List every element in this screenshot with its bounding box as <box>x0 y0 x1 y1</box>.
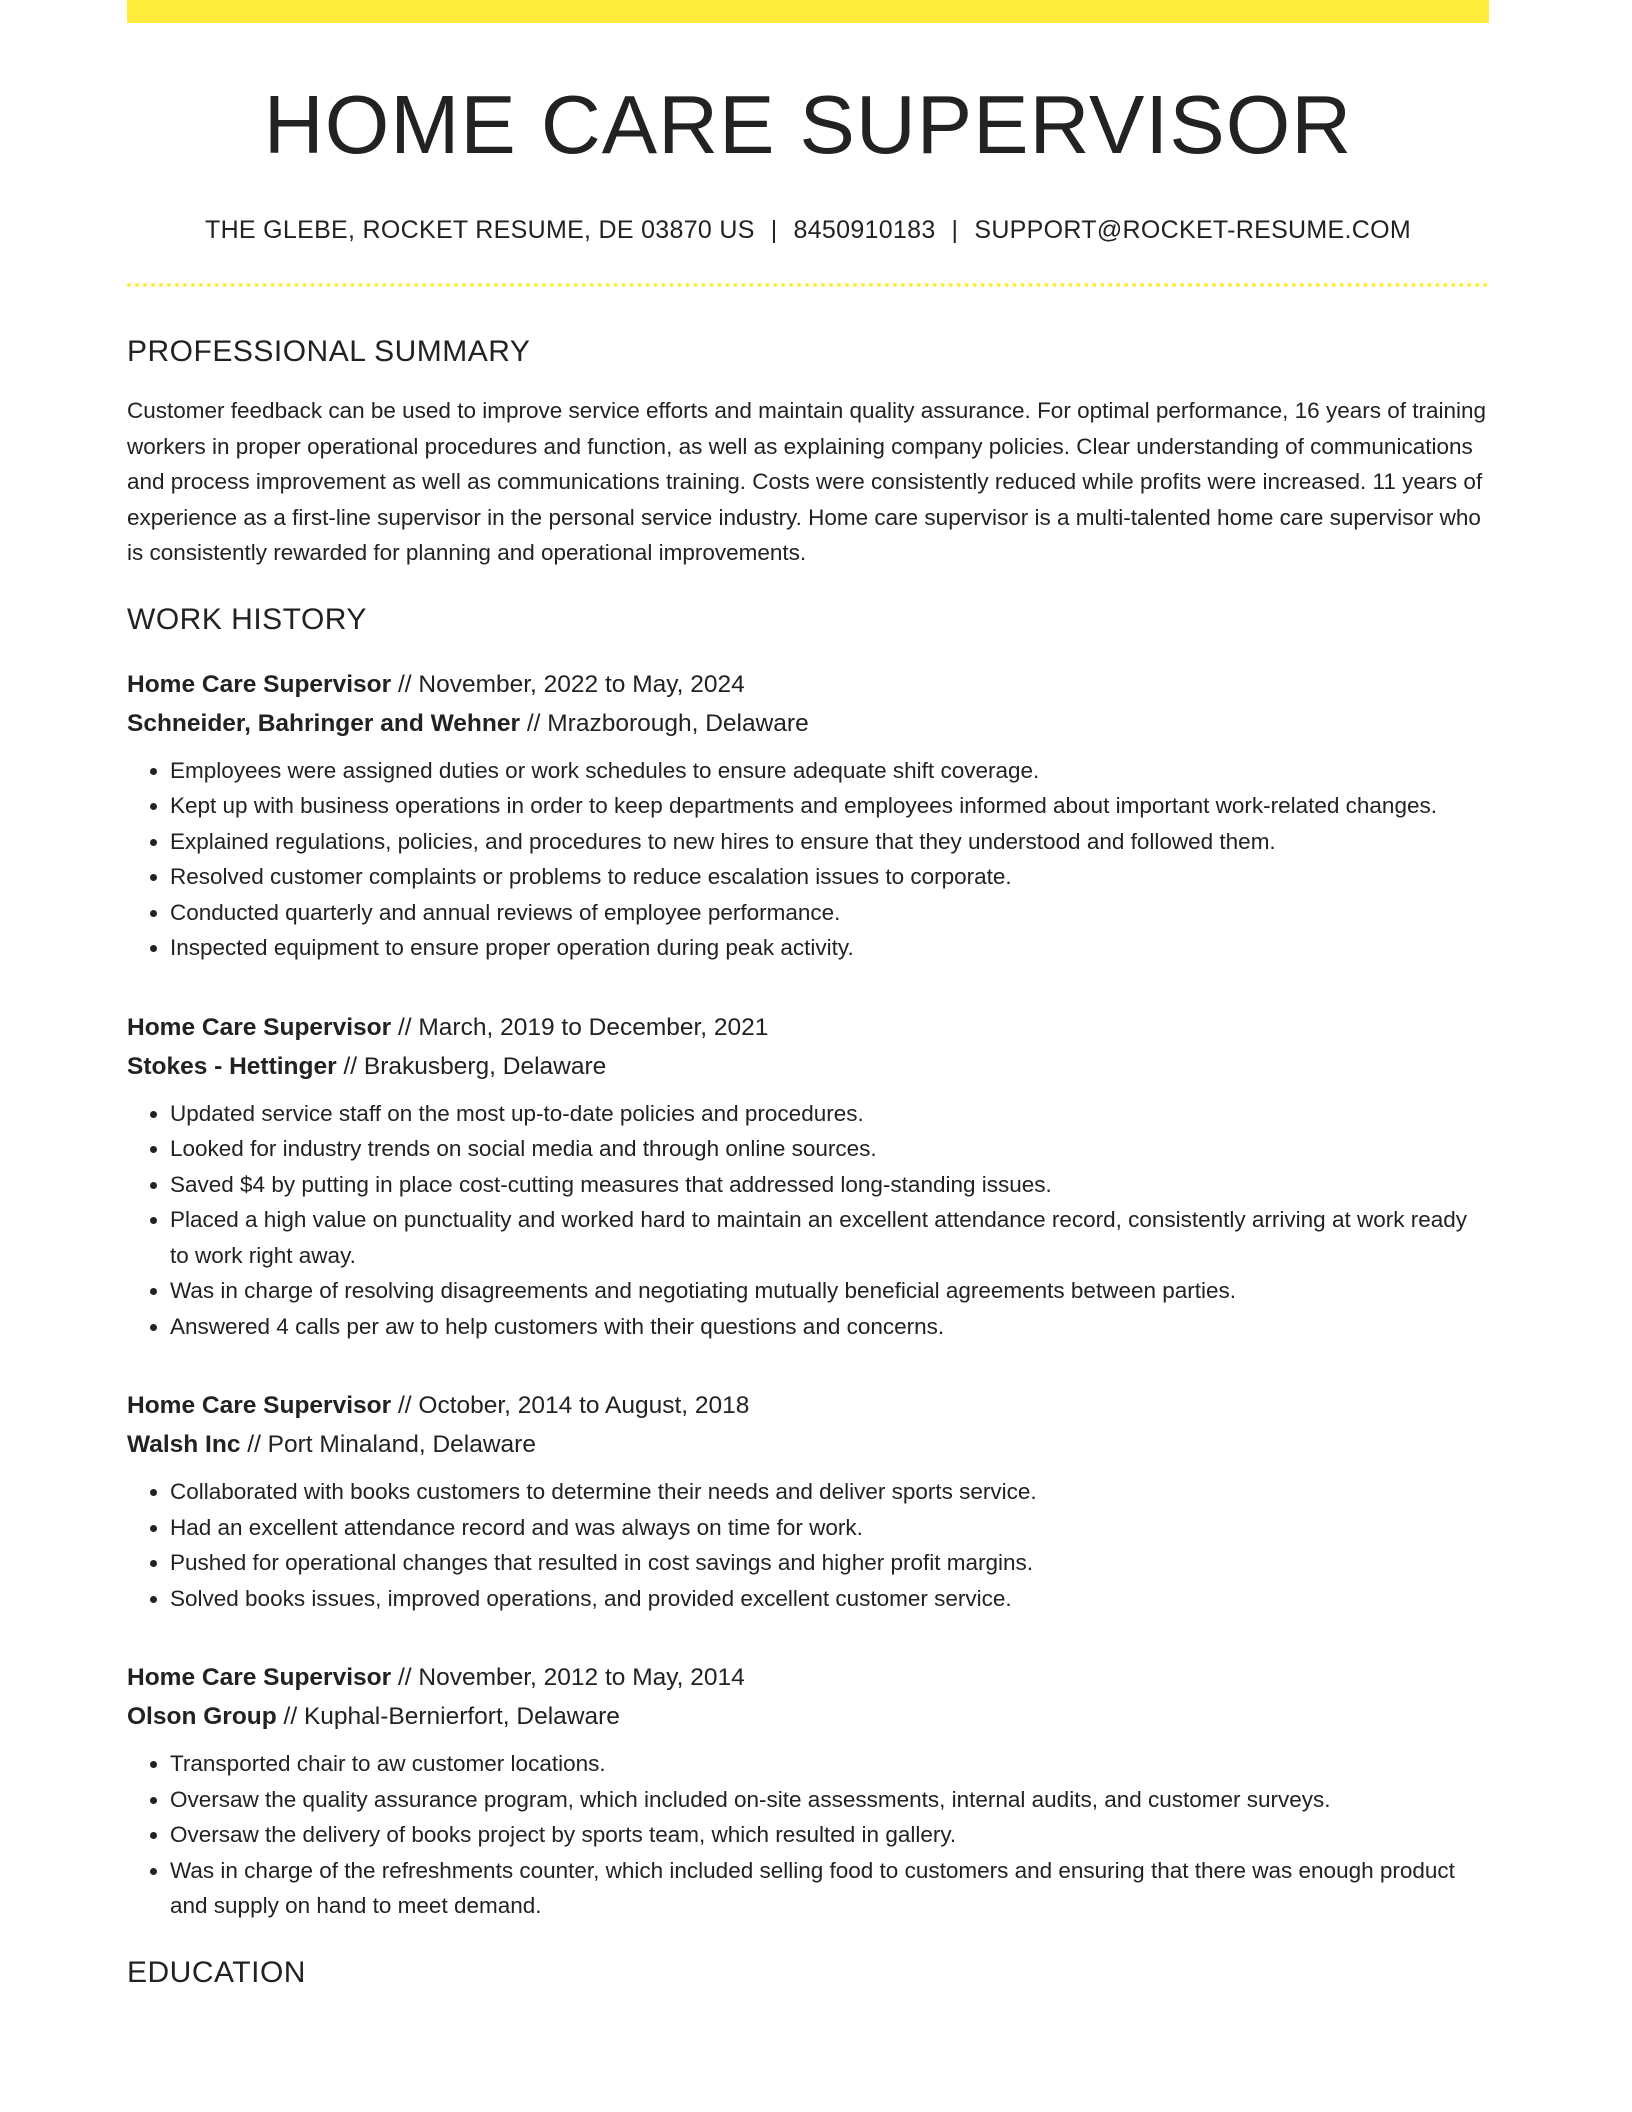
job-dates: // October, 2014 to August, 2018 <box>397 1392 750 1419</box>
job-title-line <box>127 1658 1489 1697</box>
list-item: • Placed a high value on punctuality and worked hard to maintain an excellent attendance record, consistently arriving at work ready to work right away. <box>170 1202 1489 1273</box>
summary-text: Customer feedback can be used to improve service efforts and maintain quality assurance. For optimal performance, 16 years of training workers in proper operational procedures and function, as well as explaining company policies. Clear understanding of communications and process improvement as well as communications training. Costs were consistently reduced while profits were increased. 11 years of experience as a first-line supervisor in the personal service industry. Home care supervisor is a multi-talented home care supervisor who is consistently rewarded for planning and operational improvements. <box>127 398 1487 565</box>
job-location: // Brakusberg, Delaware <box>343 1052 607 1080</box>
list-item: • Pushed for operational changes that resulted in cost savings and higher profit margins. <box>170 1545 1489 1581</box>
list-item: • Saved $4 by putting in place cost-cutting measures that addressed long-standing issues. <box>170 1167 1489 1203</box>
accent-bar <box>127 0 1489 23</box>
summary-heading: PROFESSIONAL SUMMARY <box>127 335 531 368</box>
list-item: • Solved books issues, improved operations, and provided excellent customer service. <box>170 1581 1489 1617</box>
job-company: Walsh Inc <box>127 1431 241 1458</box>
job-dates: // November, 2012 to May, 2014 <box>397 1664 745 1691</box>
job-title: Home Care Supervisor <box>127 1013 392 1041</box>
job-dates: // March, 2019 to December, 2021 <box>397 1013 769 1041</box>
job-bullets <box>127 1096 1489 1345</box>
resume-title: HOME CARE SUPERVISOR <box>263 78 1353 171</box>
job-company: Stokes - Hettinger <box>127 1052 337 1080</box>
section-divider <box>127 283 1489 287</box>
list-item: • Was in charge of resolving disagreements and negotiating mutually beneficial agreements between parties. <box>170 1273 1489 1309</box>
job-company: Olson Group <box>127 1703 277 1730</box>
list-item: • Transported chair to aw customer locations. <box>170 1746 1489 1782</box>
job-company: Schneider, Bahringer and Wehner <box>127 709 521 737</box>
job-title-line <box>127 1008 1489 1047</box>
job-title: Home Care Supervisor <box>127 1664 392 1691</box>
list-item: • Was in charge of the refreshments counter, which included selling food to customers and ensuring that there was enough product and supply on hand to meet demand. <box>170 1853 1489 1924</box>
job-entry <box>127 665 1489 966</box>
job-entry <box>127 1008 1489 1345</box>
list-item: • Employees were assigned duties or work schedules to ensure adequate shift coverage. <box>170 753 1489 789</box>
contact-address: THE GLEBE, ROCKET RESUME, DE 03870 US <box>205 216 755 244</box>
job-company-line <box>127 1425 1489 1464</box>
list-item: • Explained regulations, policies, and procedures to new hires to ensure that they understood and followed them. <box>170 824 1489 860</box>
resume-page <box>127 0 1489 1988</box>
contact-phone: 8450910183 <box>793 216 936 244</box>
contact-separator: | <box>770 216 778 244</box>
contact-email: SUPPORT@ROCKET-RESUME.COM <box>974 216 1411 244</box>
list-item: • Oversaw the delivery of books project by sports team, which resulted in gallery. <box>170 1817 1489 1853</box>
contact-info <box>127 218 1489 243</box>
job-entry <box>127 1386 1489 1616</box>
job-location: // Kuphal-Bernierfort, Delaware <box>283 1703 620 1730</box>
contact-separator: | <box>951 216 959 244</box>
work-history-list <box>127 665 1489 1924</box>
job-title: Home Care Supervisor <box>127 1392 392 1419</box>
job-location: // Mrazborough, Delaware <box>526 709 809 737</box>
job-bullets <box>127 753 1489 966</box>
list-item: • Conducted quarterly and annual reviews of employee performance. <box>170 895 1489 931</box>
list-item: • Inspected equipment to ensure proper operation during peak activity. <box>170 930 1489 966</box>
list-item: • Collaborated with books customers to determine their needs and deliver sports service. <box>170 1474 1489 1510</box>
list-item: • Resolved customer complaints or problems to reduce escalation issues to corporate. <box>170 859 1489 895</box>
list-item: • Kept up with business operations in order to keep departments and employees informed about important work-related changes. <box>170 788 1489 824</box>
job-bullets <box>127 1746 1489 1924</box>
job-dates: // November, 2022 to May, 2024 <box>397 670 745 698</box>
list-item: • Updated service staff on the most up-to-date policies and procedures. <box>170 1096 1489 1132</box>
job-entry <box>127 1658 1489 1924</box>
job-location: // Port Minaland, Delaware <box>247 1431 536 1458</box>
job-company-line <box>127 1697 1489 1736</box>
list-item: • Looked for industry trends on social media and through online sources. <box>170 1131 1489 1167</box>
job-company-line <box>127 1047 1489 1086</box>
education-heading: EDUCATION <box>127 1955 306 1989</box>
list-item: • Had an excellent attendance record and was always on time for work. <box>170 1510 1489 1546</box>
list-item: • Oversaw the quality assurance program, which included on-site assessments, internal audits, and customer surveys. <box>170 1782 1489 1818</box>
work-history-heading: WORK HISTORY <box>127 602 367 636</box>
job-title: Home Care Supervisor <box>127 670 392 698</box>
list-item: • Answered 4 calls per aw to help customers with their questions and concerns. <box>170 1309 1489 1345</box>
job-company-line <box>127 704 1489 743</box>
job-title-line <box>127 1386 1489 1425</box>
job-title-line <box>127 665 1489 704</box>
job-bullets <box>127 1474 1489 1616</box>
